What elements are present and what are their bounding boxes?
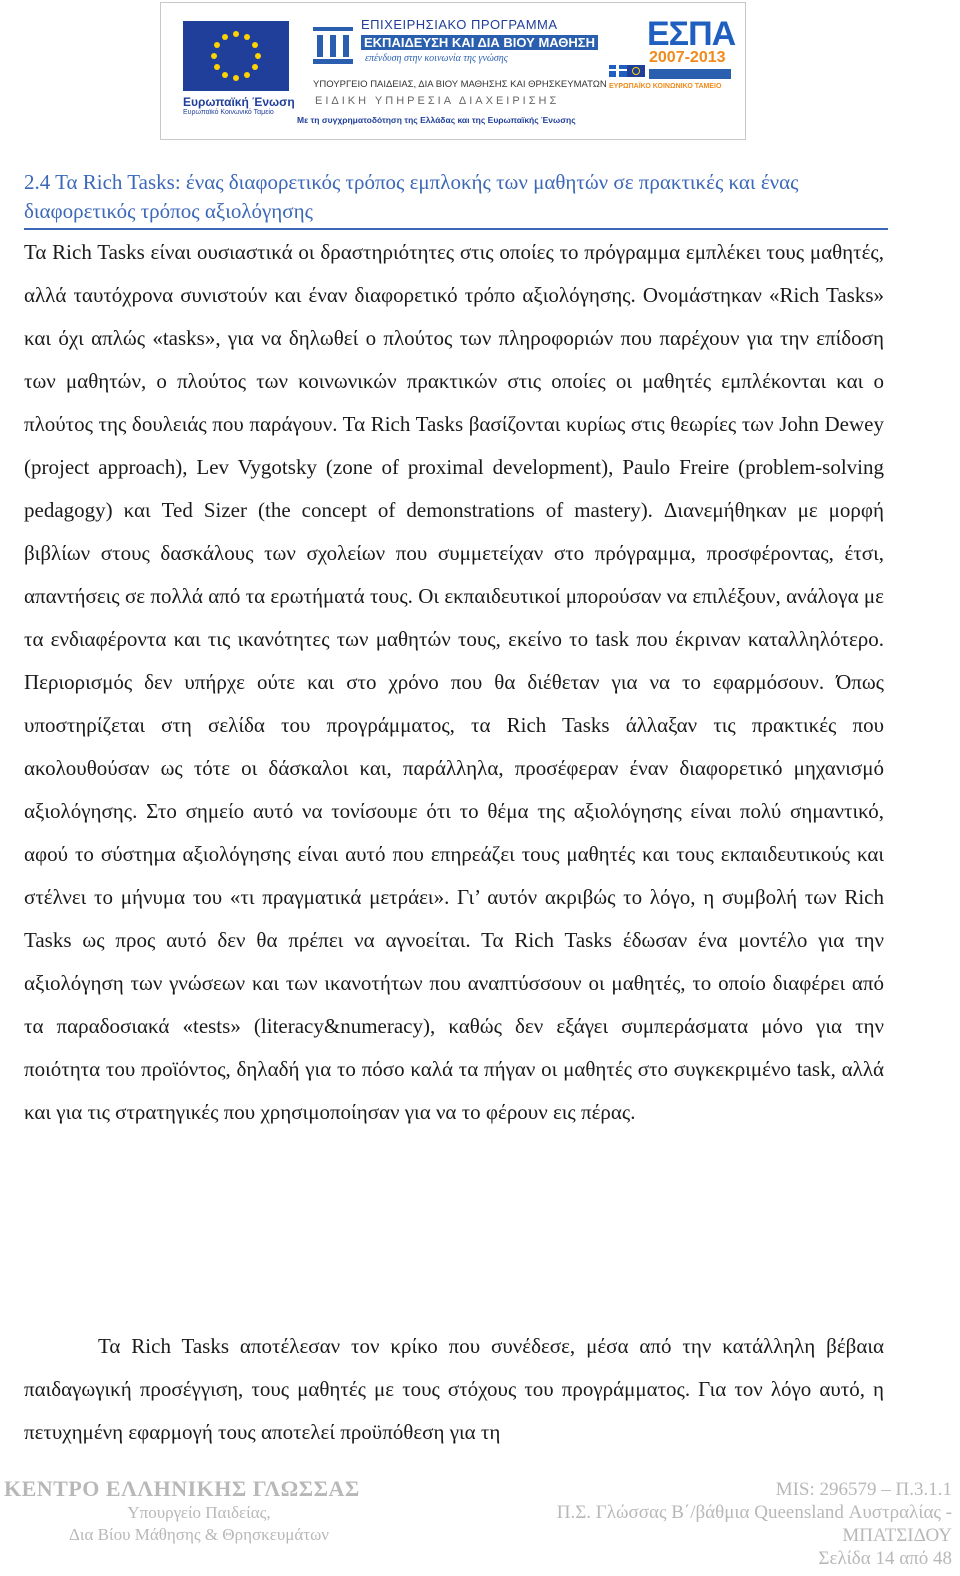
- footer-mis: MIS: 296579 – Π.3.1.1: [775, 1479, 952, 1500]
- programme-slogan: επένδυση στην κοινωνία της γνώσης: [365, 53, 508, 64]
- eu-logo: [183, 21, 293, 116]
- programme-title: ΕΠΙΧΕΙΡΗΣΙΑΚΟ ΠΡΟΓΡΑΜΜΑ: [361, 17, 558, 32]
- footer-project-line2: ΜΠΑΤΣΙΔΟΥ: [842, 1525, 952, 1546]
- section-heading: 2.4 Τα Rich Tasks: ένας διαφορετικός τρόπος εμπλοκής των μαθητών σε πρακτικές και ένας διαφορετικός τρόπος αξιολόγησης: [24, 168, 888, 230]
- body-paragraph: Τα Rich Tasks αποτέλεσαν τον κρίκο που συνέδεσε, μέσα από την κατάλληλη βέβαια παιδαγωγική προσέγγιση, τους μαθητές με τους στόχους του προγράμματος. Για τον λόγο αυτό, η πετυχημένη εφαρμογή τους αποτελεί προϋπόθεση για τη: [24, 1334, 884, 1444]
- eu-flag-icon: [183, 21, 289, 91]
- eu-name: Ευρωπαϊκή Ένωση: [183, 95, 295, 109]
- espa-title: ΕΣΠΑ: [647, 15, 736, 53]
- espa-badge: [649, 69, 731, 79]
- espa-fund: ΕΥΡΩΠΑΪΚΟ ΚΟΙΝΩΝΙΚΟ ΤΑΜΕΙΟ: [609, 83, 722, 90]
- ministry-name: ΥΠΟΥΡΓΕΙΟ ΠΑΙΔΕΙΑΣ, ΔΙΑ ΒΙΟΥ ΜΑΘΗΣΗΣ ΚΑΙ ΘΡΗΣΚΕΥΜΑΤΩΝ: [313, 79, 607, 90]
- footer-ministry-line2: Δια Βίου Μάθησης & Θρησκευμάτων: [69, 1525, 329, 1544]
- espa-years: 2007-2013: [649, 49, 726, 66]
- footer-ministry-line1: Υπουργείο Παιδείας,: [127, 1503, 271, 1522]
- footer-page-number: Σελίδα 14 από 48: [818, 1548, 952, 1569]
- programme-emblem-icon: [313, 23, 353, 67]
- footer-left: [4, 1476, 404, 1546]
- eu-fund: Ευρωπαϊκό Κοινωνικό Ταμείο: [183, 109, 274, 116]
- programme-name: ΕΚΠΑΙΔΕΥΣΗ ΚΑΙ ΔΙΑ ΒΙΟΥ ΜΑΘΗΣΗ: [361, 35, 598, 50]
- footer-project-line1: Π.Σ. Γλώσσας Β΄/βάθμια Queensland Αυστραλίας -: [556, 1502, 952, 1523]
- body-paragraph: Τα Rich Tasks είναι ουσιαστικά οι δραστηριότητες στις οποίες το πρόγραμμα εμπλέκει τους μαθητές, αλλά ταυτόχρονα συνιστούν και έναν διαφορετικό τρόπο αξιολόγησης. Ονομάστηκαν «Rich Tasks» και όχι απλώς «tasks», για να δηλωθεί ο πλούτος των πληροφοριών που παρέχουν για την επίδοση των μαθητών, ο πλούτος των κοινωνικών πρακτικών στις οποίες οι μαθητές εμπλέκονται και ο πλούτος της δουλειάς που παράγουν. Τα Rich Tasks βασίζονται κυρίως στις θεωρίες των John Dewey (project approach), Lev Vygotsky (zone of proximal development), Paulo Freire (problem-solving pedagogy) και Ted Sizer (the concept of demonstrations of mastery). Διανεμήθηκαν με μορφή βιβλίων στους δασκάλους των σχολείων που συμμετείχαν στο πρόγραμμα, προσφέροντας, έτσι, απαντήσεις σε πολλά από τα ερωτήματά τους. Οι εκπαιδευτικοί μπορούσαν να επιλέξουν, ανάλογα με τα ενδιαφέροντα και τις ικανότητες των μαθητών τους, εκείνο το task που έκριναν καταλληλότερο. Περιορισμός δεν υπήρχε ούτε και στο χρόνο που θα διέθεταν για να το εφαρμόσουν. Όπως υποστηρίζεται στη σελίδα του προγράμματος, τα Rich Tasks άλλαξαν τις πρακτικές που ακολουθούσαν ως τότε οι δάσκαλοι και, παράλληλα, προσέφεραν έναν διαφορετικό μηχανισμό αξιολόγησης. Στο σημείο αυτό να τονίσουμε ότι το θέμα της αξιολόγησης είναι πολύ σημαντικό, αφού το σύστημα αξιολόγησης είναι αυτό που επηρεάζει τους μαθητές και τους εκπαιδευτικούς και στέλνει το μήνυμα του «τι πραγματικά μετράει». Γι’ αυτόν ακριβώς το λόγο, η συμβολή των Rich Tasks ως προς αυτό δεν θα πρέπει να αγνοείται. Τα Rich Tasks έδωσαν ένα μοντέλο για την αξιολόγηση των γνώσεων και των ικανοτήτων που αναπτύσσουν οι μαθητές, το οποίο διαφέρει από τα παραδοσιακά «tests» (literacy&numeracy), καθώς δεν εξάγει συμπεράσματα μόνο για την ποιότητα του προϊόντος, δηλαδή για το πόσο καλά τα πήγαν οι μαθητές στο συγκεκριμένο task, αλλά και για τις στρατηγικές που χρησιμοποίησαν για να το φέρουν εις πέρας.: [24, 240, 884, 1124]
- header-banner: [160, 2, 746, 140]
- footer-center-name: ΚΕΝΤΡΟ ΕΛΛΗΝΙΚΗΣ ΓΛΩΣΣΑΣ: [4, 1476, 360, 1501]
- footer-right: [492, 1478, 952, 1570]
- cofunding-note: Με τη συγχρηματοδότηση της Ελλάδας και της Ευρωπαϊκής Ένωσης: [297, 115, 576, 125]
- managing-authority: ΕΙΔΙΚΗ ΥΠΗΡΕΣΙΑ ΔΙΑΧΕΙΡΙΣΗΣ: [315, 95, 560, 107]
